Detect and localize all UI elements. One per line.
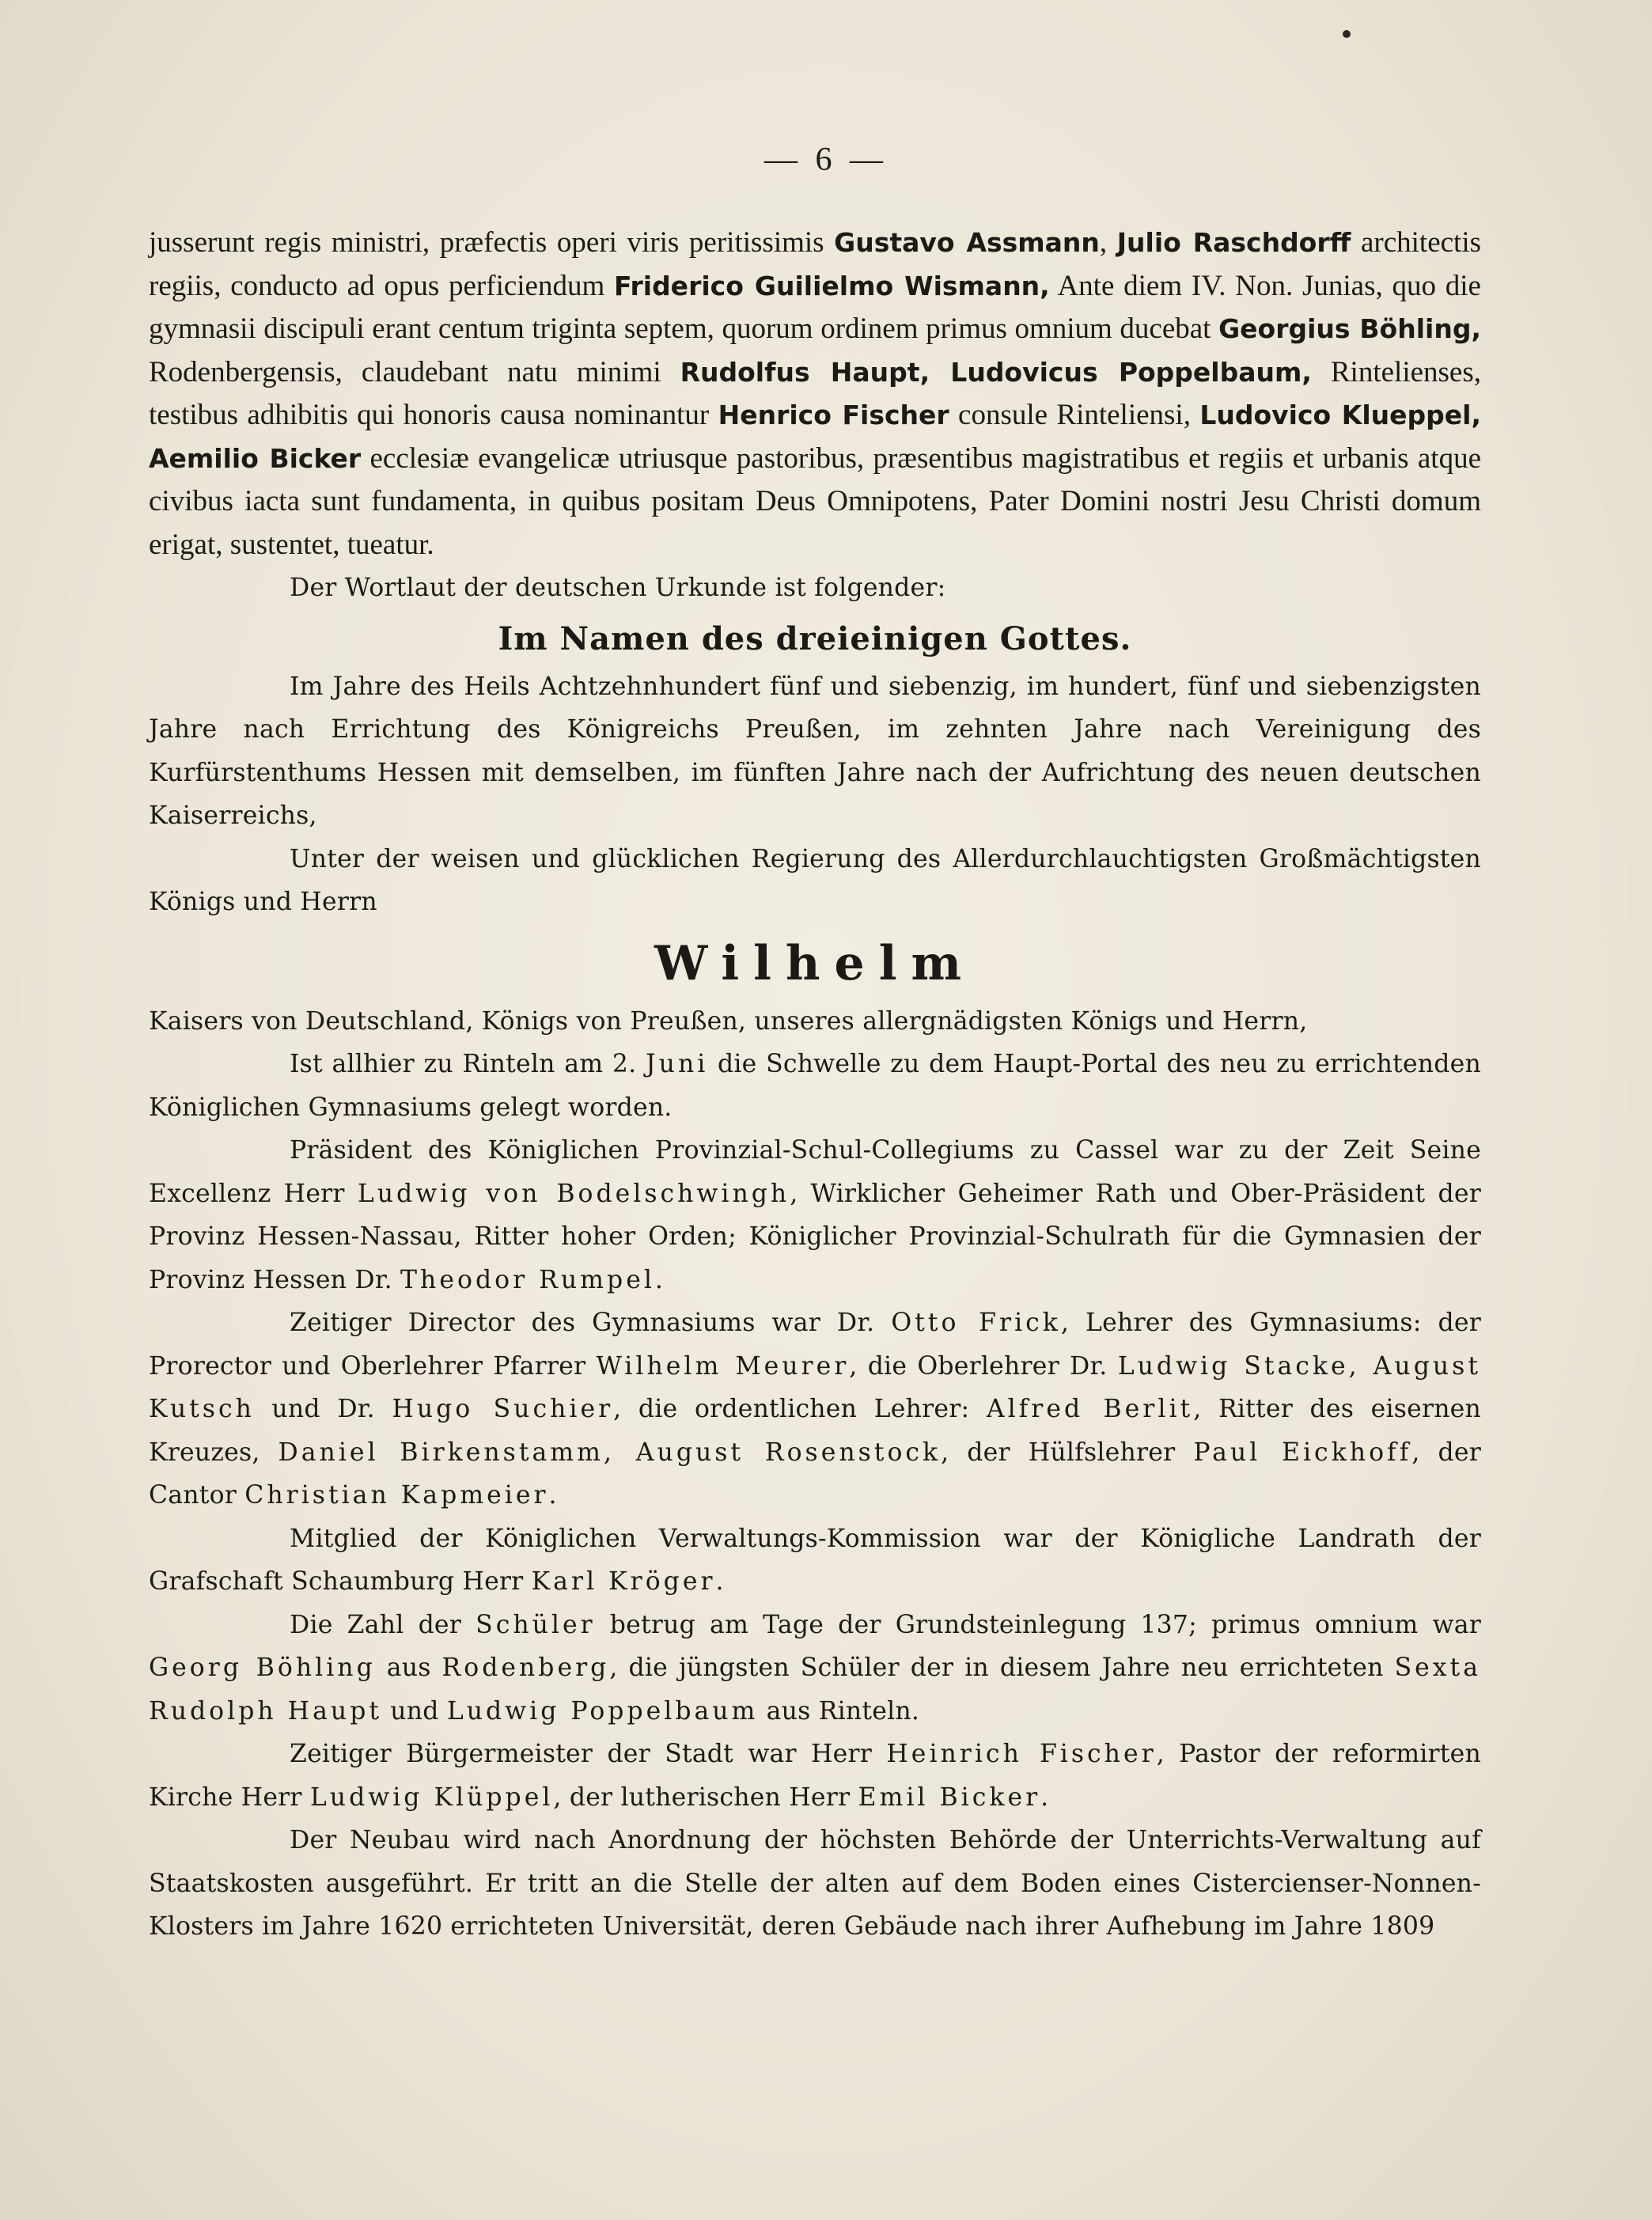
german-paragraph-6 [149, 1301, 1481, 1517]
spaced-name: Ludwig Klüppel [309, 1782, 554, 1812]
text-run: , Wirklicher Geheimer Rath und Ober-Präsident der Provinz Hessen-Nassau, Ritter hoher Orden; Königlicher Provinzial-Schulrath für die Gymnasien der Provinz Hessen Dr. [149, 1179, 1481, 1294]
emperor-name: Wilhelm [654, 935, 976, 991]
spaced-name: Ludwig Poppelbaum [446, 1696, 759, 1726]
german-paragraph-1: Im Jahre des Heils Achtzehnhundert fünf und siebenzig, im hundert, fünf und siebenzigsten Jahre nach Errichtung des Königreichs Preußen, im zehnten Jahre nach Vereinigung des Kurfürstenthums Hessen mit demselben, im fünften Jahre nach der Aufrichtung des neuen deutschen Kaiserreichs, [149, 672, 1481, 830]
spaced-name: Wilhelm Meurer [596, 1351, 850, 1381]
text-run: . [654, 1265, 664, 1294]
text-run: consule Rinteliensi, [949, 399, 1200, 431]
text-run: , der lutherischen Herr [553, 1782, 858, 1812]
text-run: jusserunt regis ministri, præfectis operi viris peritissimis [149, 226, 835, 259]
spaced-name: Ludwig von Bodelschwingh [357, 1179, 790, 1208]
text-run: Die Zahl der [290, 1610, 476, 1639]
bold-name: Georgius Böhling, [1218, 313, 1481, 344]
german-paragraph-7 [149, 1517, 1481, 1604]
german-paragraph-5 [149, 1129, 1481, 1301]
text-run: aus Rinteln. [758, 1696, 920, 1726]
text-run: , [1099, 226, 1117, 259]
spaced-text: Schüler [476, 1610, 596, 1639]
spaced-name: Alfred Berlit [986, 1395, 1194, 1423]
text-run: aus [375, 1654, 442, 1682]
spaced-name: Paul Eickhoff [1193, 1438, 1412, 1467]
german-paragraph-2: Unter der weisen und glücklichen Regierung des Allerdurchlauchtigsten Großmächtigsten Königs und Herrn [149, 844, 1481, 916]
spaced-name: Karl Kröger [531, 1567, 716, 1596]
text-run: betrug am Tage der Grundsteinlegung 137; primus omnium war [595, 1610, 1481, 1639]
spaced-text: Juni [646, 1050, 709, 1078]
spaced-name: Otto Frick [891, 1309, 1061, 1337]
bold-name: Ludovico Klueppel, Aemilio Bicker [149, 400, 1481, 474]
text-run: Zeitiger Bürgermeister der Stadt war Herr [290, 1740, 887, 1768]
text-run: , Pastor der reformirten Kirche Herr [149, 1740, 1481, 1812]
german-paragraph-8 [149, 1604, 1481, 1733]
bold-name: Rudolfus Haupt, Ludovicus Poppelbaum, [680, 356, 1312, 388]
spaced-name: Georg Böhling [149, 1654, 376, 1682]
print-speck [1343, 30, 1351, 38]
text-run: . [548, 1481, 557, 1510]
spaced-name: Rodenberg [441, 1654, 610, 1682]
text-run: und [382, 1696, 447, 1726]
text-run: Ist allhier zu Rinteln am 2. [290, 1050, 646, 1078]
document-heading: Im Namen des dreieinigen Gottes. [498, 619, 1132, 657]
text-run: Rodenbergensis, claudebant natu minimi [149, 355, 680, 388]
text-run: ecclesiæ evangelicæ utriusque pastoribus, præsentibus magistratibus et regiis et urbanis atque civibus iacta sunt fundamenta, in quibus positam Deus Omnipotens, Pater Domini nostri Jesu Christi domum erigat, sustentet, tueatur. [149, 441, 1481, 561]
text-run: , Ritter des eisernen Kreuzes, [149, 1395, 1482, 1467]
text-run: , die jüngsten Schüler der in diesem Jahre neu errichteten [609, 1654, 1395, 1682]
german-paragraph-10: Der Neubau wird nach Anordnung der höchsten Behörde der Unterrichts-Verwaltung auf Staatskosten ausgeführt. Er tritt an die Stelle der alten auf dem Boden eines Cistercienser-Nonnen-Klosters im Jahre 1620 errichteten Universität, deren Gebäude nach ihrer Aufhebung im Jahre 1809 [149, 1826, 1481, 1941]
german-paragraph-9 [149, 1733, 1481, 1819]
german-paragraph-4 [149, 1043, 1481, 1129]
page-number: — 6 — [764, 142, 888, 178]
intro-line: Der Wortlaut der deutschen Urkunde ist folgender: [290, 574, 946, 602]
text-run: . [1040, 1782, 1049, 1812]
spaced-name: Daniel Birkenstamm, August Rosenstock [278, 1438, 942, 1467]
text-run: . [715, 1567, 724, 1596]
spaced-name: Emil Bicker [858, 1782, 1041, 1812]
spaced-name: Ludwig Stacke, August Kutsch [149, 1351, 1481, 1423]
spaced-name: Theodor Rumpel [400, 1265, 655, 1294]
bold-name: Julio Raschdorff [1116, 227, 1351, 258]
bold-name: Gustavo Assmann [834, 227, 1100, 258]
text-run: , die Oberlehrer Dr. [849, 1351, 1118, 1381]
text-run: , der Cantor [149, 1438, 1481, 1510]
bold-name: Henrico Fischer [718, 400, 949, 430]
spaced-name: Heinrich Fischer [886, 1740, 1157, 1768]
body-text [149, 222, 1481, 1949]
latin-paragraph [149, 222, 1481, 566]
text-run: und Dr. [254, 1395, 392, 1423]
german-paragraph-3: Kaisers von Deutschland, Königs von Preußen, unseres allergnädigsten Königs und Herrn, [149, 1006, 1308, 1036]
text-run: Ante diem IV. Non. Junias, quo die gymnasii discipuli erant centum triginta septem, quorum ordinem primus omnium ducebat [149, 269, 1481, 345]
text-run: Mitglied der Königlichen Verwaltungs-Kommission war der Königliche Landrath der Grafschaft Schaumburg Herr [149, 1524, 1481, 1596]
text-run: , Lehrer des Gymnasiums: der Prorector und Oberlehrer Pfarrer [149, 1309, 1481, 1381]
text-run: Rintelienses, testibus adhibitis qui honoris causa nominantur [149, 355, 1481, 431]
bold-name: Friderico Guilielmo Wismann, [614, 270, 1050, 301]
spaced-name: Sexta Rudolph Haupt [149, 1654, 1481, 1726]
text-run: architectis regiis, conducto ad opus perficiendum [149, 226, 1482, 302]
text-run: Präsident des Königlichen Provinzial-Schul-Collegiums zu Cassel war zu der Zeit Seine Excellenz Herr [149, 1136, 1481, 1208]
spaced-name: Christian Kapmeier [244, 1481, 549, 1510]
text-run: , der Hülfslehrer [941, 1438, 1194, 1467]
text-run: Zeitiger Director des Gymnasiums war Dr. [290, 1309, 892, 1337]
spaced-name: Hugo Suchier [392, 1395, 614, 1423]
text-run: , die ordentlichen Lehrer: [613, 1395, 987, 1423]
text-run: die Schwelle zu dem Haupt-Portal des neu zu errichtenden Königlichen Gymnasiums gelegt worden. [149, 1050, 1481, 1122]
